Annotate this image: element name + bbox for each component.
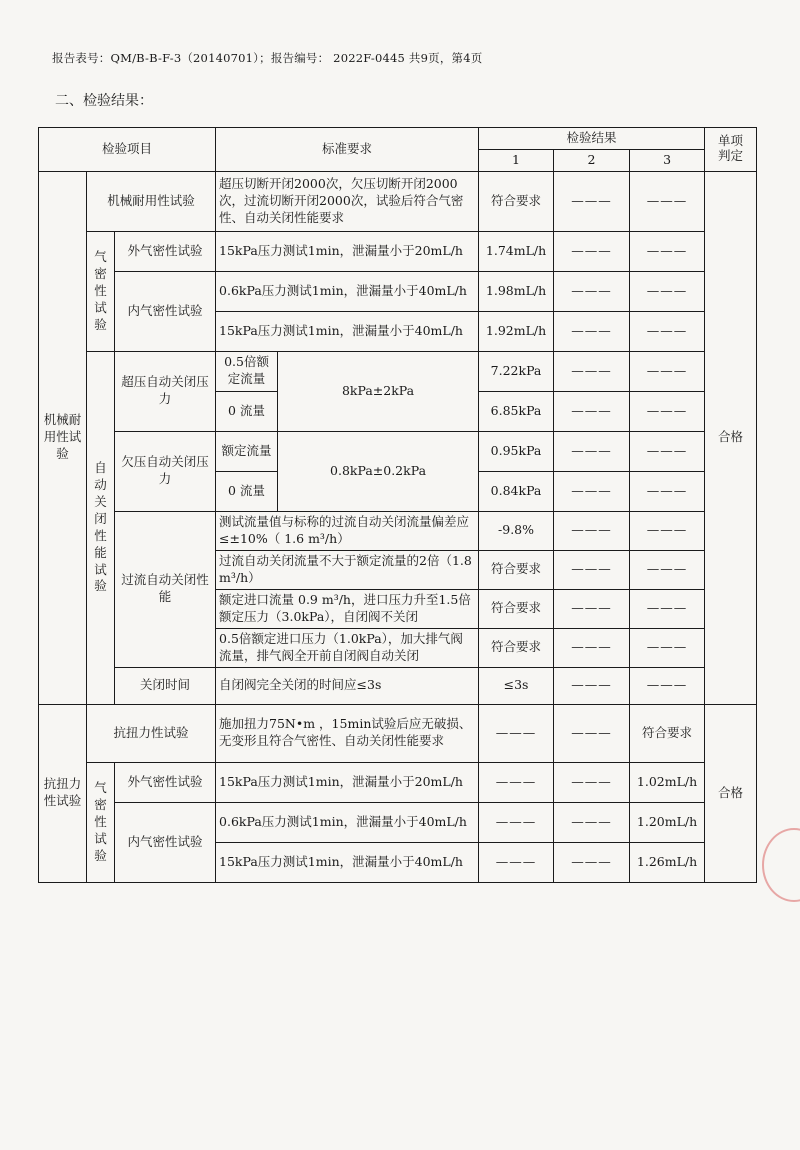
row-t-inner-gas-req-a: 0.6kPa压力测试1min，泄漏量小于40mL/h (216, 802, 479, 842)
verdict-group-1: 合格 (705, 171, 757, 704)
row-t-outer-gas-req: 15kPa压力测试1min，泄漏量小于20mL/h (216, 762, 479, 802)
row-mech-req: 超压切断开闭2000次，欠压切断开闭2000次，过流切断开闭2000次，试验后符合气密性、自动关闭性能要求 (216, 171, 479, 231)
row-t-outer-gas-r2: ——— (554, 762, 630, 802)
row-overflow-r2-a: ——— (554, 511, 630, 550)
row-underpressure-r2-a: ——— (554, 431, 630, 471)
header-result-2: 2 (554, 149, 630, 171)
report-header: 报告表号：QM/B-B-F-3（20140701）；报告编号： 2022F-0445 共9页，第4页 (52, 51, 483, 65)
header-result-1: 1 (479, 149, 554, 171)
group-torsion-gas (87, 762, 115, 882)
group-torsion (39, 704, 87, 882)
row-overflow-r2-c: ——— (554, 589, 630, 628)
row-t-inner-gas-r3-b: 1.26mL/h (630, 842, 705, 882)
row-close-time-req: 自闭阀完全关闭的时间应≤3s (216, 667, 479, 704)
row-inner-gas-r3-b: ——— (630, 311, 705, 351)
row-t-inner-gas-r3-a: 1.20mL/h (630, 802, 705, 842)
row-t-inner-gas-item: 内气密性试验 (115, 802, 216, 882)
row-overflow-r1-b: 符合要求 (479, 550, 554, 589)
row-overpressure-r3-a: ——— (630, 351, 705, 391)
row-inner-gas-req-a: 0.6kPa压力测试1min，泄漏量小于40mL/h (216, 271, 479, 311)
red-seal-stamp (762, 828, 800, 902)
group-mech-durability (39, 171, 87, 704)
row-underpressure-cond-a: 额定流量 (216, 431, 278, 471)
row-overpressure-r1-b: 6.85kPa (479, 391, 554, 431)
row-outer-gas-r1: 1.74mL/h (479, 231, 554, 271)
row-underpressure-item: 欠压自动关闭压力 (115, 431, 216, 511)
row-t-outer-gas-r1: ——— (479, 762, 554, 802)
header-verdict (705, 128, 757, 172)
header-verdict-text: 单项判定 (718, 133, 744, 164)
row-t-outer-gas-r3: 1.02mL/h (630, 762, 705, 802)
row-overflow-req-a: 测试流量值与标称的过流自动关闭流量偏差应≤±10%（ 1.6 m³/h） (216, 511, 479, 550)
row-t-inner-gas-r1-a: ——— (479, 802, 554, 842)
row-overflow-r2-b: ——— (554, 550, 630, 589)
row-close-time-r3: ——— (630, 667, 705, 704)
row-overflow-r1-d: 符合要求 (479, 628, 554, 667)
group-torsion-gas-label: 气密性试验 (94, 780, 107, 863)
verdict-group-2: 合格 (705, 704, 757, 882)
row-t-inner-gas-req-b: 15kPa压力测试1min，泄漏量小于40mL/h (216, 842, 479, 882)
group-gas-tightness (87, 231, 115, 351)
row-overflow-r1-c: 符合要求 (479, 589, 554, 628)
row-overflow-r1-a: -9.8% (479, 511, 554, 550)
row-overpressure-cond-a: 0.5倍额定流量 (216, 351, 278, 391)
row-inner-gas-r1-a: 1.98mL/h (479, 271, 554, 311)
row-overflow-r3-a: ——— (630, 511, 705, 550)
row-mech-r1: 符合要求 (479, 171, 554, 231)
row-mech-r3: ——— (630, 171, 705, 231)
group-gas-tightness-label: 气密性试验 (94, 249, 107, 332)
row-inner-gas-r1-b: 1.92mL/h (479, 311, 554, 351)
row-torsion-r2: ——— (554, 704, 630, 762)
results-table (38, 127, 757, 883)
row-underpressure-r3-b: ——— (630, 471, 705, 511)
row-inner-gas-req-b: 15kPa压力测试1min，泄漏量小于40mL/h (216, 311, 479, 351)
row-t-inner-gas-r1-b: ——— (479, 842, 554, 882)
row-overpressure-r2-b: ——— (554, 391, 630, 431)
row-overflow-r3-b: ——— (630, 550, 705, 589)
row-t-inner-gas-r2-a: ——— (554, 802, 630, 842)
row-overpressure-r3-b: ——— (630, 391, 705, 431)
row-torsion-item: 抗扭力性试验 (87, 704, 216, 762)
row-overflow-r3-c: ——— (630, 589, 705, 628)
row-close-time-r2: ——— (554, 667, 630, 704)
row-inner-gas-r2-a: ——— (554, 271, 630, 311)
row-overflow-r2-d: ——— (554, 628, 630, 667)
row-torsion-r3: 符合要求 (630, 704, 705, 762)
row-underpressure-r1-b: 0.84kPa (479, 471, 554, 511)
group-auto-shutoff (87, 351, 115, 704)
row-underpressure-r1-a: 0.95kPa (479, 431, 554, 471)
row-t-inner-gas-r2-b: ——— (554, 842, 630, 882)
row-torsion-r1: ——— (479, 704, 554, 762)
row-inner-gas-r2-b: ——— (554, 311, 630, 351)
row-underpressure-r2-b: ——— (554, 471, 630, 511)
row-close-time-r1: ≤3s (479, 667, 554, 704)
row-outer-gas-req: 15kPa压力测试1min，泄漏量小于20mL/h (216, 231, 479, 271)
header-requirement: 标准要求 (216, 128, 479, 172)
row-overflow-item: 过流自动关闭性能 (115, 511, 216, 667)
group-mech-durability-label: 机械耐用性试验 (43, 412, 82, 462)
row-mech-r2: ——— (554, 171, 630, 231)
row-overflow-req-c: 额定进口流量 0.9 m³/h，进口压力升至1.5倍额定压力（3.0kPa），自闭阀不关闭 (216, 589, 479, 628)
row-underpressure-cond-b: 0 流量 (216, 471, 278, 511)
row-outer-gas-r2: ——— (554, 231, 630, 271)
row-overflow-r3-d: ——— (630, 628, 705, 667)
row-close-time-item: 关闭时间 (115, 667, 216, 704)
row-overpressure-item: 超压自动关闭压力 (115, 351, 216, 431)
row-inner-gas-r3-a: ——— (630, 271, 705, 311)
header-result-3: 3 (630, 149, 705, 171)
row-underpressure-r3-a: ——— (630, 431, 705, 471)
header-results: 检验结果 (479, 128, 705, 150)
row-overpressure-r2-a: ——— (554, 351, 630, 391)
header-item: 检验项目 (39, 128, 216, 172)
group-auto-shutoff-label: 自动关闭性能试验 (94, 460, 107, 594)
row-t-outer-gas-item: 外气密性试验 (115, 762, 216, 802)
row-torsion-req: 施加扭力75N•m ，15min试验后应无破损、无变形且符合气密性、自动关闭性能要求 (216, 704, 479, 762)
group-torsion-label: 抗扭力性试验 (43, 776, 82, 809)
row-outer-gas-r3: ——— (630, 231, 705, 271)
row-overpressure-req: 8kPa±2kPa (278, 351, 479, 431)
row-overflow-req-d: 0.5倍额定进口压力（1.0kPa），加大排气阀流量，排气阀全开前自闭阀自动关闭 (216, 628, 479, 667)
row-mech-item: 机械耐用性试验 (87, 171, 216, 231)
section-title: 二、检验结果： (55, 93, 153, 109)
row-overpressure-cond-b: 0 流量 (216, 391, 278, 431)
row-overflow-req-b: 过流自动关闭流量不大于额定流量的2倍（1.8 m³/h） (216, 550, 479, 589)
row-inner-gas-item: 内气密性试验 (115, 271, 216, 351)
row-overpressure-r1-a: 7.22kPa (479, 351, 554, 391)
row-underpressure-req: 0.8kPa±0.2kPa (278, 431, 479, 511)
row-outer-gas-item: 外气密性试验 (115, 231, 216, 271)
